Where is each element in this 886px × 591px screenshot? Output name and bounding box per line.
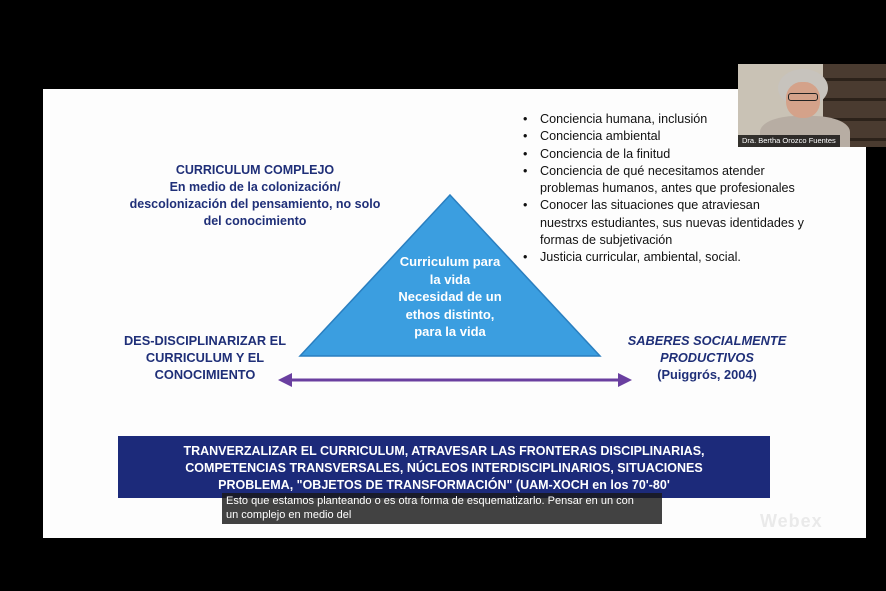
participant-name: Dra. Bertha Orozco Fuentes <box>738 135 840 147</box>
banner-line: COMPETENCIAS TRANSVERSALES, NÚCLEOS INTERDISCIPLINARIOS, SITUACIONES <box>185 461 703 475</box>
participant-glasses <box>788 93 818 101</box>
triangle-line: Necesidad de un <box>398 289 502 304</box>
triangle-line: Curriculum para <box>399 254 501 269</box>
heading-title: CURRICULUM COMPLEJO <box>175 163 335 177</box>
heading-line: del conocimiento <box>203 214 307 228</box>
caption-line: Esto que estamos planteando o es otra forma de esquematizarlo. Pensar en un con <box>226 495 634 507</box>
triangle-line: ethos distinto, <box>405 306 495 322</box>
triangle-line: la vida <box>429 271 471 287</box>
heading-line: CURRICULUM Y EL <box>145 350 265 365</box>
double-arrow-icon <box>278 371 632 389</box>
heading-line: En medio de la colonización/ <box>169 180 341 194</box>
heading-line: CONOCIMIENTO <box>154 367 256 382</box>
heading-line: descolonización del pensamiento, no solo <box>129 197 381 211</box>
heading-line: PRODUCTIVOS <box>660 350 754 365</box>
bullet-item: • Conciencia de la finitud <box>520 146 810 163</box>
triangle-text <box>368 253 532 341</box>
bullet-item: • Conocer las situaciones que atraviesan nuestrxs estudiantes, sus nuevas identidades y formas de subjetivación <box>520 197 810 249</box>
heading-line: DES-DISCIPLINARIZAR EL <box>123 333 287 348</box>
bullet-item: • Justicia curricular, ambiental, social. <box>520 249 810 266</box>
banner-line: TRANVERZALIZAR EL CURRICULUM, ATRAVESAR LAS FRONTERAS DISCIPLINARIAS, <box>183 444 705 458</box>
heading-line: SABERES SOCIALMENTE <box>627 333 787 348</box>
participant-video[interactable] <box>738 64 886 147</box>
saberes-heading <box>612 332 802 383</box>
bullet-item: • Conciencia de qué necesitamos atender problemas humanos, antes que profesionales <box>520 163 810 198</box>
citation: (Puiggrós, 2004) <box>657 367 757 382</box>
webex-watermark: Webex <box>760 511 823 531</box>
des-disciplinarizar-heading <box>110 332 300 383</box>
bullet-item: • Conciencia ambiental <box>520 128 810 145</box>
banner-line: PROBLEMA, "OBJETOS DE TRANSFORMACIÓN" (UAM-XOCH en los 70'-80' <box>218 478 670 492</box>
triangle-line: para la vida <box>414 324 486 339</box>
triangle-diagram <box>298 193 602 358</box>
bullet-item: • Conciencia humana, inclusión <box>520 111 810 128</box>
caption-line: un complejo en medio del <box>226 509 352 521</box>
transversal-banner <box>118 436 770 498</box>
live-caption <box>222 493 662 524</box>
